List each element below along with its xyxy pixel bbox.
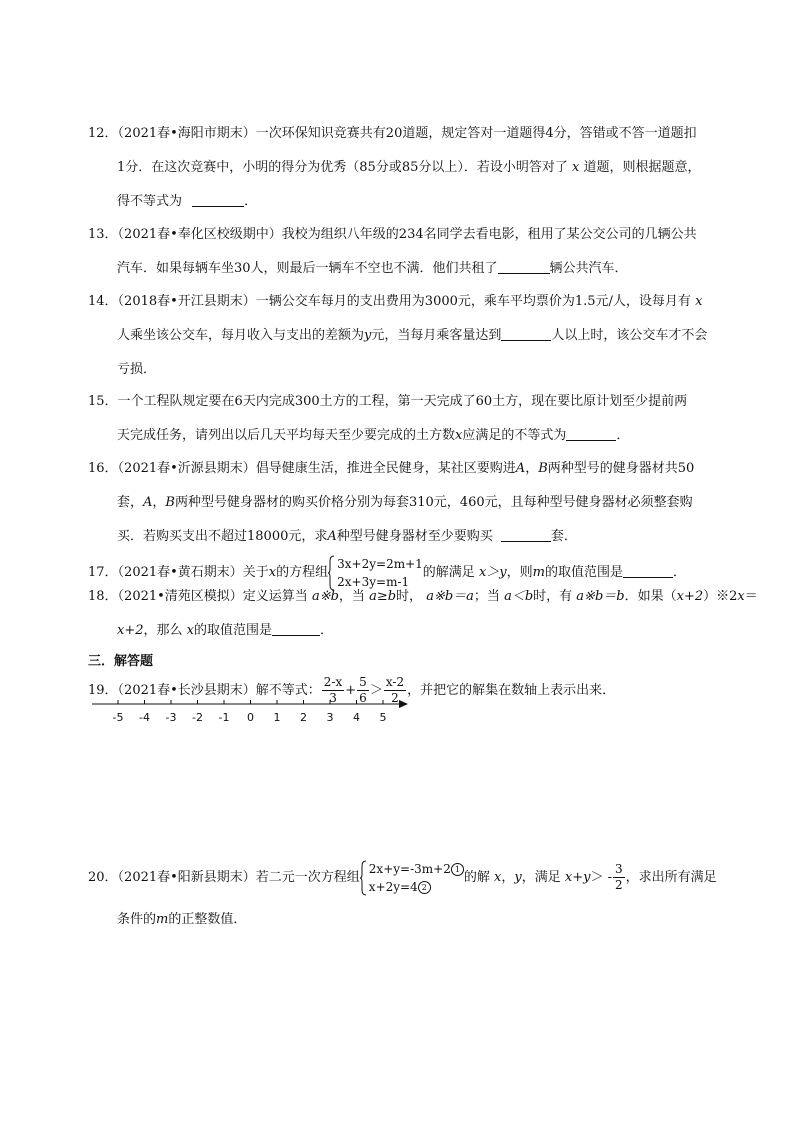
q13-answer-blank[interactable] (498, 259, 550, 274)
q17-condition: x＞y (478, 565, 507, 580)
q20-text-1: 的解 (463, 870, 490, 885)
q17-text-3: 的取值范围是 (544, 565, 623, 580)
q12-line2-text-b: 道题，则根据题意， (583, 160, 701, 175)
q16-label-a-3: A (327, 529, 337, 544)
q20-equation-1 (369, 860, 464, 878)
number-line-tick-label: 5 (379, 711, 387, 724)
q16-line3 (117, 527, 577, 547)
number-line-tick-label: 2 (300, 711, 307, 724)
q16-line3-text-c: 套． (550, 529, 577, 544)
q17-equation-system (328, 555, 423, 591)
q17-answer-blank[interactable] (623, 563, 673, 578)
q15-line2 (117, 426, 629, 446)
q18-end-punct: ． (320, 623, 334, 638)
q16-line1-text-a: 16．（2021春•沂源县期末）倡导健康生活，推进全民健身，某社区要购进 (88, 461, 516, 476)
circled-number-2-icon: 2 (418, 881, 431, 894)
q19-f1-denominator: 3 (329, 691, 337, 705)
q17-prefix: 17．（2021春•黄石期末）关于 (88, 565, 269, 580)
q13-line2-text-a: 汽车．如果每辆车坐30人，则最后一辆车不空也不满．他们共租了 (117, 261, 498, 276)
q20-text-2: ，满足 (521, 870, 561, 885)
number-line-tick-label: -5 (112, 711, 124, 724)
q18-variable-x: x (737, 589, 745, 604)
q12-line2 (117, 158, 701, 178)
q16-line1-text-b: 两种型号的健身器材共50 (547, 461, 695, 476)
q18-text-j: 的取值范围是 (194, 623, 273, 638)
q14-line2-text-a: 人乘坐该公交车，每月收入与支出的差额为 (117, 328, 365, 343)
q13-line2 (117, 259, 628, 279)
q20-text-3: ，求出所有满足 (625, 870, 717, 885)
q14-line3: 亏损． (117, 362, 157, 377)
number-line[interactable] (90, 694, 420, 728)
q18-text-i: ，那么 (143, 623, 183, 638)
q18-result-a: a※b＝a (426, 589, 474, 604)
q18-variable-x-2: x (186, 623, 194, 638)
q12-line2-text-a: 1分．在这次竞赛中，小明的得分为优秀（85分或85分以上）．若设小明答对了 (117, 160, 568, 175)
q14-line2-text-b: 元，当每月乘客量达到 (371, 328, 502, 343)
q18-text-h: ＝ (744, 589, 758, 604)
q15-variable-x: x (455, 428, 463, 443)
q16-line2-text-a: 套， (117, 495, 144, 510)
q20-line2 (117, 910, 246, 930)
q17-text-2: ，则 (506, 565, 533, 580)
brace-icon (360, 860, 367, 896)
q19-f3-numerator: x-2 (385, 675, 405, 689)
q16-answer-blank[interactable] (501, 527, 551, 542)
q18-answer-blank[interactable] (272, 621, 320, 636)
q18-text-f: ．如果（ (624, 589, 677, 604)
q19-postfix: ，并把它的解集在数轴上表示出来． (407, 683, 616, 698)
q18-cond-lt: a＜b (504, 589, 534, 604)
question-20 (88, 856, 717, 900)
q14-variable-x: x (695, 294, 703, 309)
section-heading: 三．解答题 (88, 654, 154, 669)
q15-line2-text-b: 应满足的不等式为 (462, 428, 567, 443)
q18-text-g: ）※2 (703, 589, 738, 604)
q20-fraction-numerator: 3 (615, 862, 623, 876)
q20-line2-text-b: 的正整数值． (168, 912, 247, 927)
q20-line2-text-a: 条件的 (117, 912, 157, 927)
q12-line1: 12．（2021春•海阳市期末）一次环保知识竞赛共有20道题，规定答对一道题得4分，答错或不答一道题扣 (88, 126, 697, 141)
q14-line2 (117, 326, 707, 346)
q18-text-a: 18．（2021•清苑区模拟）定义运算当 (88, 589, 308, 604)
q14-variable-y: y (364, 328, 372, 343)
q12-variable-x: x (572, 160, 580, 175)
q20-variable-x: x (494, 870, 502, 885)
q20-minus: - (607, 870, 613, 885)
q16-label-b-2: B (165, 495, 175, 510)
q14-answer-blank[interactable] (501, 326, 551, 341)
q17-variable-m: m (532, 565, 545, 580)
q16-line3-text-b: 种型号健身器材至少要购买 (336, 529, 493, 544)
q15-line2-text-a: 天完成任务，请列出以后几天平均每天至少要完成的土方数 (117, 428, 456, 443)
q14-line1 (88, 292, 702, 312)
q18-expr-xp2: x+2 (676, 589, 704, 604)
q20-expr-xy: x+y (564, 870, 591, 885)
number-line-tick-label: -1 (218, 711, 230, 724)
q20-equation-system (360, 860, 464, 896)
q17-variable-x: x (268, 565, 277, 580)
q18-text-e: 时，有 (533, 589, 573, 604)
q18-text-d: ；当 (473, 589, 500, 604)
q18-line1 (88, 587, 758, 607)
q17-equation-1: 3x+2y=2m+1 (337, 556, 423, 571)
q18-result-b: a※b＝b (576, 589, 625, 604)
q12-end-punct: ． (244, 194, 258, 209)
q12-line3-text: 得不等式为 (117, 194, 183, 209)
number-line-tick-label: -3 (165, 711, 177, 724)
number-line-tick-label: -4 (139, 711, 150, 724)
q12-answer-blank[interactable] (192, 192, 244, 207)
q18-expr-xp2-2: x+2 (117, 623, 144, 638)
q20-variable-y: y (514, 870, 522, 885)
q15-answer-blank[interactable] (566, 426, 616, 441)
brace-icon (328, 555, 335, 591)
q15-line1: 15．一个工程队规定要在6天内完成300土方的工程，第一天完成了60土方，现在要比原计划至少提前两 (88, 394, 688, 409)
q20-prefix: 20．（2021春•阳新县期末）若二元一次方程组 (88, 870, 360, 885)
q17-mid-text: 的方程组 (276, 565, 329, 580)
q20-eq2-text: x+2y=4 (368, 879, 418, 894)
number-line-tick-label: 1 (273, 711, 281, 724)
q20-equation-2 (369, 878, 464, 896)
q19-plus: + (345, 683, 357, 698)
circled-number-1-icon: 1 (451, 863, 464, 876)
q19-f2-denominator: 6 (359, 691, 367, 705)
number-line-tick-label: 0 (247, 711, 254, 724)
arrow-right-icon (399, 700, 408, 708)
q20-fraction (613, 862, 625, 893)
q15-end-punct: ． (616, 428, 630, 443)
q20-fraction-denominator: 2 (615, 878, 623, 892)
number-line-tick-label: 3 (326, 711, 334, 724)
q20-eq1-text: 2x+y=-3m+2 (368, 861, 451, 876)
q20-comma: ， (501, 870, 515, 885)
q14-line1-text: 14．（2018春•开江县期末）一辆公交车每月的支出费用为3000元，乘车平均票价为1.5元/人，设每月有 (88, 294, 691, 309)
q16-line2: 套，A，B两种型号健身器材的购买价格分别为每套310元，460元，且每种型号健身器材必须整套购 (117, 495, 693, 510)
q19-f2-numerator: 5 (359, 675, 367, 689)
q16-line1: 16．（2021春•沂源县期末）倡导健康生活，推进全民健身，某社区要购进A，B两种型号的健身器材共50 (88, 461, 695, 476)
q18-line2 (117, 621, 333, 641)
q13-line1: 13．（2021春•奉化区校级期中）我校为组织八年级的234名同学去看电影，租用了某公交公司的几辆公共 (88, 227, 697, 242)
q20-gt: ＞ (590, 870, 604, 885)
q14-line2-text-c: 人以上时，该公交车才不会 (551, 328, 708, 343)
q18-text-c: 时， (396, 589, 423, 604)
q18-text-b: ，当 (338, 589, 365, 604)
q18-cond-ge: a≥b (369, 589, 397, 604)
q19-f3-denominator: 2 (391, 691, 399, 705)
number-line-tick-label: -2 (192, 711, 203, 724)
q12-line3 (117, 192, 257, 212)
q17-text-1: 的解满足 (422, 565, 475, 580)
number-line-tick-label: 4 (353, 711, 360, 724)
q20-variable-m: m (156, 912, 169, 927)
q17-end-punct: ． (673, 565, 687, 580)
q18-op-ab: a※b (311, 589, 339, 604)
q16-label-b: B (538, 461, 548, 476)
q16-label-a-2: A (143, 495, 153, 510)
q17-equation-2: 2x+3y=m-1 (337, 574, 410, 589)
q16-line2-text-b: 两种型号健身器材的购买价格分别为每套310元，460元，且每种型号健身器材必须整套购 (174, 495, 693, 510)
q16-line3-text-a: 买．若购买支出不超过18000元，求 (117, 529, 328, 544)
q19-prefix: 19．（2021春•长沙县期末）解不等式： (88, 683, 321, 698)
q16-label-a: A (515, 461, 526, 476)
q19-f1-numerator: 2-x (323, 675, 343, 689)
q13-line2-text-b: 辆公共汽车． (549, 261, 628, 276)
q19-gt: ＞ (369, 683, 383, 698)
